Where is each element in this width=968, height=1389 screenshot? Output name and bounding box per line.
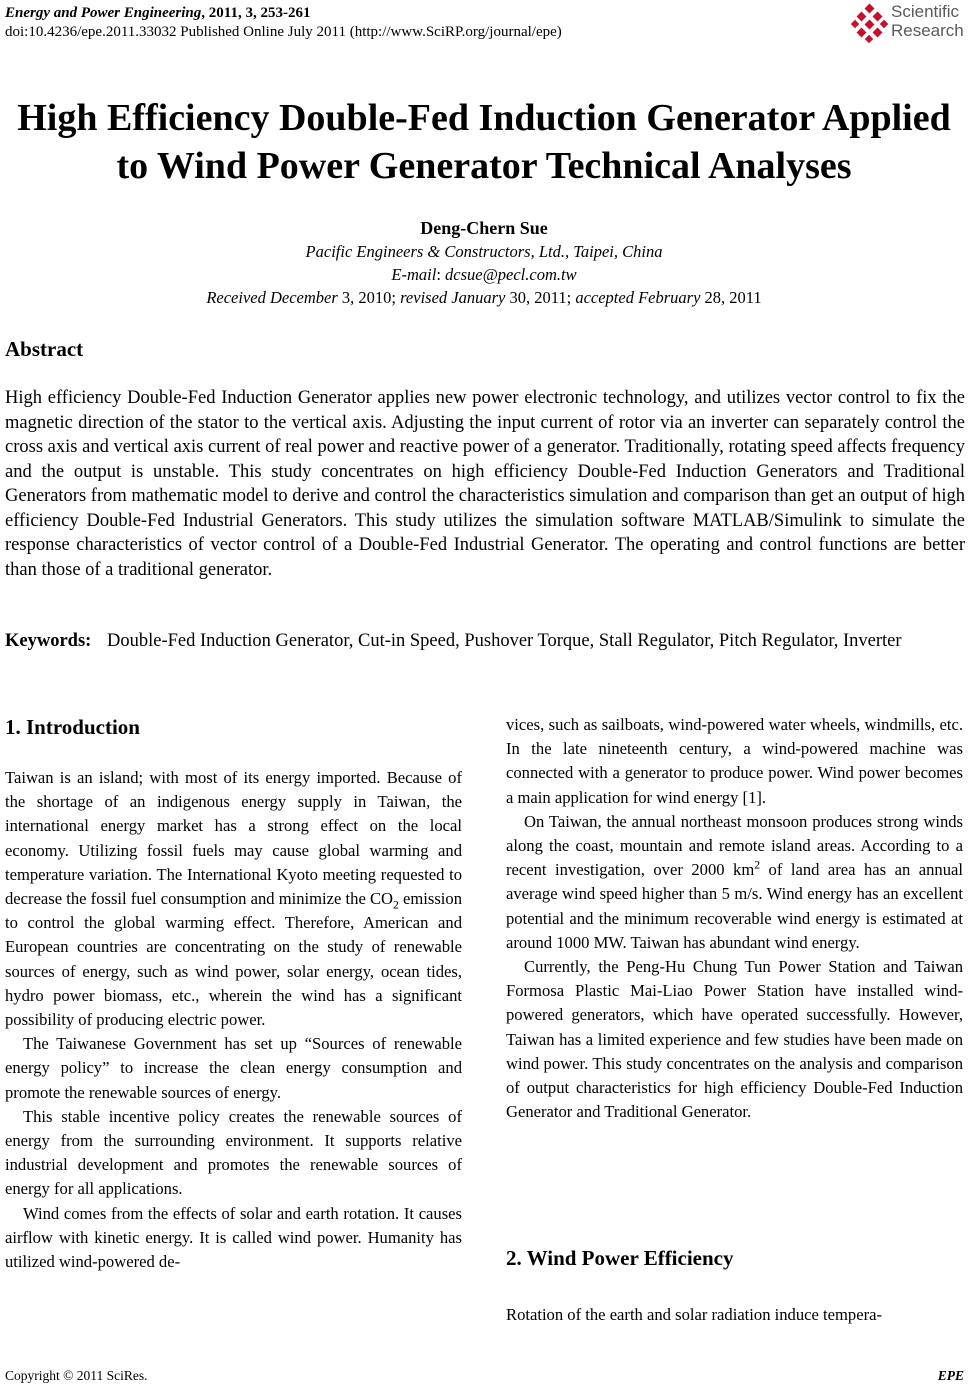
publisher-logo bbox=[850, 2, 968, 46]
title-line-1: High Efficiency Double-Fed Induction Generator Applied bbox=[17, 97, 951, 139]
intro-paragraph-2: The Taiwanese Government has set up “Sources of renewable energy policy” to increase the clean energy consumption and promote the renewable sources of energy. bbox=[5, 1034, 462, 1102]
paper-title bbox=[0, 94, 968, 190]
title-line-2: to Wind Power Generator Technical Analyses bbox=[116, 145, 852, 187]
revised-label: revised January bbox=[400, 288, 506, 307]
intro-paragraph-5: vices, such as sailboats, wind-powered water wheels, windmills, etc. In the late nineteenth century, a wind-powered machine was connected with a generator to produce power. Wind power becomes a main application for wind energy [1]. bbox=[506, 715, 963, 807]
section-1-heading: 1. Introduction bbox=[5, 715, 140, 739]
co2-subscript: 2 bbox=[393, 898, 399, 912]
journal-volume: , 2011, 3, 253-261 bbox=[201, 5, 311, 21]
journal-name: Energy and Power Engineering bbox=[5, 5, 202, 21]
author-email bbox=[0, 265, 968, 285]
right-column bbox=[506, 713, 963, 1124]
author-name: Deng-Chern Sue bbox=[420, 218, 548, 238]
footer-journal-abbr: EPE bbox=[937, 1368, 964, 1383]
journal-citation bbox=[5, 4, 310, 22]
intro-paragraph-3: This stable incentive policy creates the renewable sources of energy from the surrounding environment. It supports relative industrial development and promotes the renewable sources of energy for all applications. bbox=[5, 1106, 462, 1199]
footer-copyright: Copyright © 2011 SciRes. bbox=[5, 1368, 148, 1383]
intro-p6-text-b: of land area has an annual average wind speed higher than 5 m/s. Wind energy has an excellent potential and the minimum recoverable wind energy is estimated at around 1000 MW. Taiwan has abundant wind energy. bbox=[506, 860, 963, 952]
accepted-label: accepted February bbox=[575, 288, 701, 307]
received-date: 3, 2010; bbox=[337, 288, 401, 307]
author-affiliation: Pacific Engineers & Constructors, Ltd., Taipei, China bbox=[305, 242, 663, 261]
logo-line-2: Research bbox=[891, 21, 964, 40]
intro-paragraph-7: Currently, the Peng-Hu Chung Tun Power Station and Taiwan Formosa Plastic Mai-Liao Power Station have installed wind-powered generators, which have operated successfully. However, Taiwan has a limited experience and few studies have been made on wind power. This study concentrates on the analysis and comparison of output characteristics for high efficiency Double-Fed Induction Generator and Traditional Generator. bbox=[506, 957, 963, 1122]
intro-paragraph-6 bbox=[506, 810, 963, 955]
abstract-text: High efficiency Double-Fed Induction Generator applies new power electronic technology, and utilizes vector control to fix the magnetic direction of the stator to the vertical axis. Adjusting the input current of rotor via an inverter can separately control the cross axis and vertical axis current of real power and reactive power of a generator. Traditionally, rotating speed affects frequency and the output is unstable. This study concentrates on high efficiency Double-Fed Induction Generators and Traditional Generators from mathematic model to derive and control the characteristics simulation and comparison than get an output of high efficiency Double-Fed Industrial Generators. This study utilizes the simulation software MATLAB/Simulink to simulate the response characteristics of vector control of a Double-Fed Industrial Generator. The operating and control functions are better than those of a traditional generator. bbox=[5, 388, 965, 580]
section-2-heading: 2. Wind Power Efficiency bbox=[506, 1246, 734, 1270]
accepted-date: 28, 2011 bbox=[700, 288, 762, 307]
intro-p1-text-a: Taiwan is an island; with most of its energy imported. Because of the shortage of an indigenous energy supply in Taiwan, the international energy market has a strong effect on the local economy. Utilizing fossil fuels may cause global warming and temperature variation. The International Kyoto meeting requested to decrease the fossil fuel consumption and minimize the CO bbox=[5, 768, 462, 909]
intro-p6-text-a: On Taiwan, the annual northeast monsoon produces strong winds along the coast, mountain and remote island areas. According to a recent investigation, over 2000 km bbox=[506, 811, 963, 880]
doi-line: doi:10.4236/epe.2011.33032 Published Online July 2011 (http://www.SciRP.org/journal/epe) bbox=[5, 24, 562, 40]
email-separator: : bbox=[436, 265, 446, 284]
received-label: Received December bbox=[206, 288, 338, 307]
left-column bbox=[5, 766, 462, 1274]
revised-date: 30, 2011; bbox=[505, 288, 576, 307]
km2-superscript: 2 bbox=[754, 858, 761, 872]
keywords-text: Double-Fed Induction Generator, Cut-in Speed, Pushover Torque, Stall Regulator, Pitch Regulator, Inverter bbox=[107, 631, 902, 651]
intro-paragraph-4: Wind comes from the effects of solar and earth rotation. It causes airflow with kinetic energy. It is called wind power. Humanity has utilized wind-powered de- bbox=[5, 1203, 462, 1272]
email-label: E-mail bbox=[391, 265, 437, 284]
logo-line-1: Scientific bbox=[891, 2, 960, 21]
keywords-label: Keywords: bbox=[5, 631, 92, 651]
article-dates bbox=[0, 288, 968, 308]
section-2-paragraph-1: Rotation of the earth and solar radiation induce tempera- bbox=[506, 1305, 882, 1324]
intro-paragraph-1 bbox=[5, 766, 462, 1032]
publisher-logo-text bbox=[891, 2, 964, 40]
publisher-logo-mark bbox=[850, 3, 890, 43]
email-address: dcsue@pecl.com.tw bbox=[445, 265, 577, 284]
intro-p1-text-b: emission to control the global warming effect. Therefore, American and European countries are concentrating on the study of renewable sources of energy, such as wind power, solar energy, ocean tides, hydro power biomass, etc., wherein the wind has a significant possibility of producing electric power. bbox=[5, 889, 462, 1030]
abstract-heading: Abstract bbox=[5, 337, 84, 361]
